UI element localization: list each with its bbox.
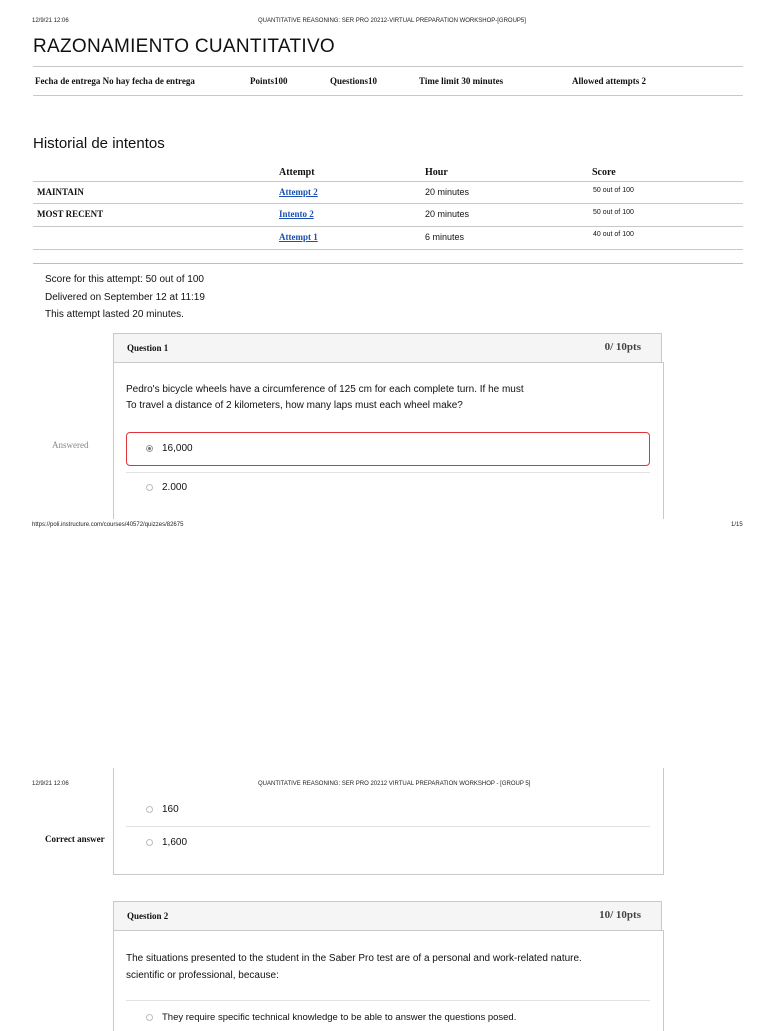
question-1-header <box>113 333 662 363</box>
question-points: 0/ 10pts <box>604 341 641 353</box>
print-date: 12/9/21 12:06 <box>32 781 69 787</box>
divider <box>126 826 650 827</box>
divider <box>33 226 743 227</box>
allowed-attempts-info: Allowed attempts 2 <box>572 76 646 86</box>
attempt-link[interactable]: Attempt 1 <box>279 232 318 242</box>
divider <box>33 249 743 250</box>
divider <box>33 203 743 204</box>
radio-icon <box>146 1014 153 1021</box>
divider <box>33 95 743 96</box>
print-header-title: QUANTITATIVE REASONING: SER PRO 20212-VIRTUAL PREPARATION WORKSHOP-[GROUP5] <box>258 18 526 24</box>
quiz-title: RAZONAMIENTO CUANTITATIVO <box>33 36 336 57</box>
duration-info: This attempt lasted 20 minutes. <box>45 309 184 320</box>
divider <box>33 263 743 264</box>
attempt-link[interactable]: Intento 2 <box>279 209 314 219</box>
history-row-label: MAINTAIN <box>37 187 84 197</box>
print-date: 12/9/21 12:06 <box>32 18 69 24</box>
correct-answer-label: Correct answer <box>45 834 105 844</box>
answer-option[interactable]: They require specific technical knowledge to be able to answer the questions posed. <box>146 1012 516 1023</box>
answer-option[interactable]: 160 <box>146 804 179 815</box>
question-text: The situations presented to the student in the Saber Pro test are of a personal and work-related nature. <box>126 953 582 964</box>
attempt-score-summary: Score for this attempt: 50 out of 100 <box>45 274 204 285</box>
history-row-label: MOST RECENT <box>37 209 104 219</box>
divider <box>33 181 743 182</box>
col-attempt: Attempt <box>279 167 315 178</box>
divider <box>33 66 743 67</box>
print-header-title: QUANTITATIVE REASONING: SER PRO 20212 VIRTUAL PREPARATION WORKSHOP - [GROUP 5] <box>258 781 531 787</box>
delivered-info: Delivered on September 12 at 11:19 <box>45 292 205 303</box>
question-2-header <box>113 901 662 931</box>
due-date: Fecha de entrega No hay fecha de entrega <box>35 76 195 86</box>
radio-icon <box>146 806 153 813</box>
col-score: Score <box>592 167 616 178</box>
question-title: Question 1 <box>127 343 169 353</box>
questions-info: Questions10 <box>330 76 378 86</box>
time-limit-info: Time limit 30 minutes <box>419 76 504 86</box>
history-title: Historial de intentos <box>33 135 165 152</box>
radio-icon <box>146 484 153 491</box>
attempt-hour: 20 minutes <box>425 209 470 219</box>
answered-label: Answered <box>52 440 89 450</box>
attempt-score: 40 out of 100 <box>593 231 634 238</box>
question-title: Question 2 <box>127 911 169 921</box>
question-points: 10/ 10pts <box>599 909 641 921</box>
answer-option[interactable]: 2.000 <box>146 482 187 493</box>
attempt-hour: 20 minutes <box>425 187 470 197</box>
attempt-score: 50 out of 100 <box>593 187 634 194</box>
attempt-link[interactable]: Attempt 2 <box>279 187 318 197</box>
question-text: scientific or professional, because: <box>126 970 279 981</box>
answer-option[interactable]: 1,600 <box>146 837 187 848</box>
attempt-hour: 6 minutes <box>425 232 465 242</box>
question-text: Pedro's bicycle wheels have a circumference of 125 cm for each complete turn. If he must <box>126 384 524 395</box>
col-hour: Hour <box>425 167 448 178</box>
answer-option[interactable]: 16,000 <box>146 443 193 454</box>
wrong-answer-highlight <box>126 432 650 466</box>
divider <box>126 472 650 473</box>
question-text: To travel a distance of 2 kilometers, how many laps must each wheel make? <box>126 400 463 411</box>
divider <box>126 1000 650 1001</box>
radio-selected-icon <box>146 445 153 452</box>
attempt-score: 50 out of 100 <box>593 209 634 216</box>
points-info: Points100 <box>250 76 288 86</box>
footer-page-number: 1/15 <box>731 522 743 528</box>
footer-url: https://poli.instructure.com/courses/40572/quizzes/82675 <box>32 522 184 528</box>
radio-icon <box>146 839 153 846</box>
